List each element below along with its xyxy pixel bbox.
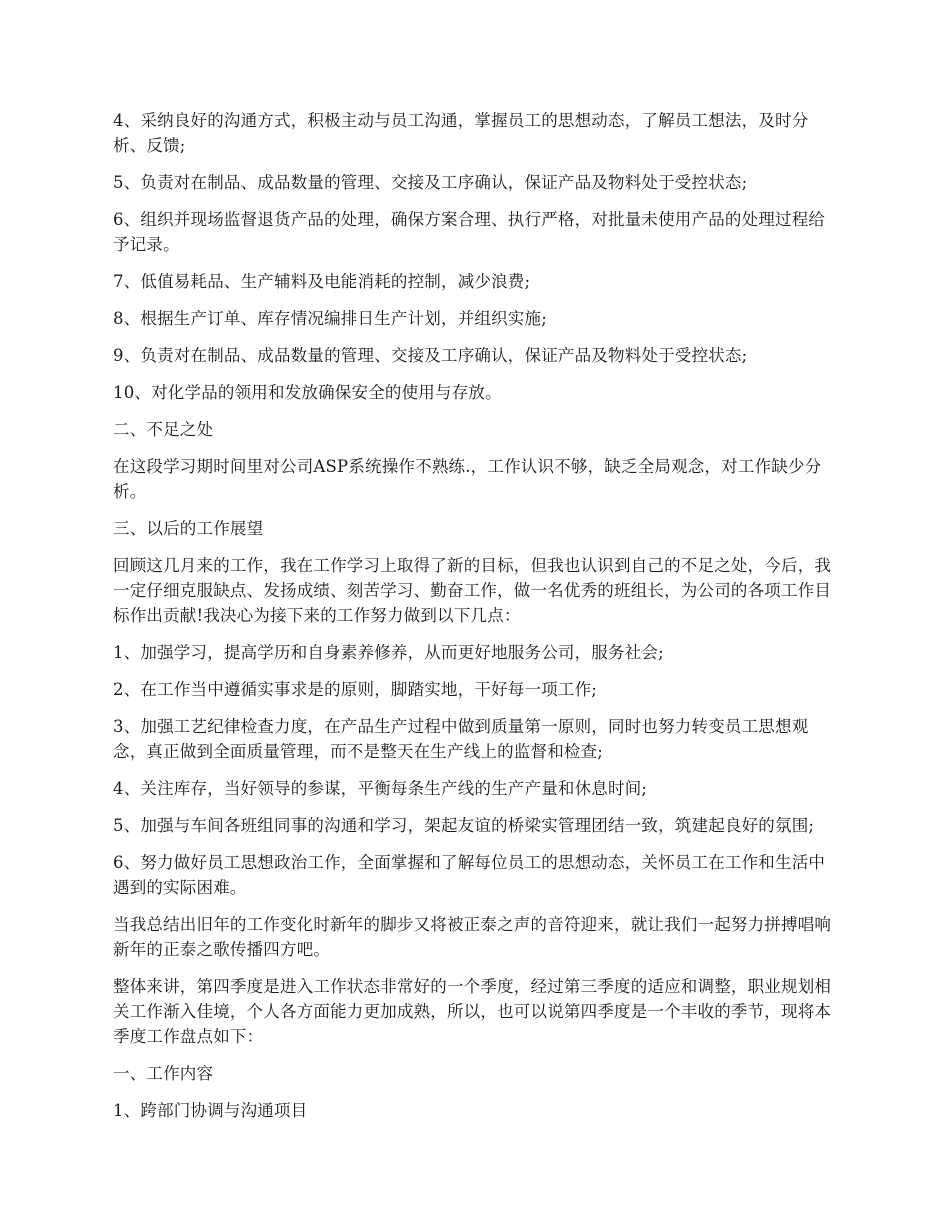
paragraph: 8、根据生产订单、库存情况编排日生产计划，并组织实施; (113, 309, 547, 328)
document-body (113, 108, 841, 1135)
section-heading: 二、不足之处 (113, 420, 214, 439)
paragraph: 6、组织并现场监督退货产品的处理，确保方案合理、执行严格，对批量未使用产品的处理过程给予记录。 (113, 210, 826, 254)
paragraph: 2、在工作当中遵循实事求是的原则，脚踏实地，干好每一项工作; (113, 680, 598, 699)
paragraph: 10、对化学品的领用和发放确保安全的使用与存放。 (113, 383, 502, 402)
paragraph: 9、负责对在制品、成品数量的管理、交接及工序确认，保证产品及物料处于受控状态; (113, 346, 748, 365)
paragraph: 3、加强工艺纪律检查力度，在产品生产过程中做到质量第一原则，同时也努力转变员工思想观念，真正做到全面质量管理，而不是整天在生产线上的监督和检查; (113, 717, 809, 761)
paragraph: 回顾这几月来的工作，我在工作学习上取得了新的目标，但我也认识到自己的不足之处，今后，我一定仔细克服缺点、发扬成绩、刻苦学习、勤奋工作，做一名优秀的班组长，为公司的各项工作目标作出贡献!我决心为接下来的工作努力做到以下几点： (113, 556, 832, 625)
paragraph: 4、关注库存，当好领导的参谋，平衡每条生产线的生产产量和休息时间; (113, 779, 648, 798)
paragraph: 当我总结出旧年的工作变化时新年的脚步又将被正泰之声的音符迎来，就让我们一起努力拼搏唱响新年的正泰之歌传播四方吧。 (113, 915, 832, 959)
paragraph: 1、加强学习，提高学历和自身素养修养，从而更好地服务公司，服务社会; (113, 643, 664, 662)
paragraph: 5、负责对在制品、成品数量的管理、交接及工序确认，保证产品及物料处于受控状态; (113, 173, 748, 192)
paragraph: 5、加强与车间各班组同事的沟通和学习，架起友谊的桥梁实管理团结一致，筑建起良好的氛围; (113, 816, 815, 835)
paragraph: 在这段学习期时间里对公司ASP系统操作不熟练.，工作认识不够，缺乏全局观念，对工作缺少分析。 (113, 457, 822, 501)
section-heading: 三、以后的工作展望 (113, 519, 264, 538)
paragraph: 4、采纳良好的沟通方式，积极主动与员工沟通，掌握员工的思想动态，了解员工想法，及时分析、反馈; (113, 111, 809, 155)
paragraph: 7、低值易耗品、生产辅料及电能消耗的控制，减少浪费; (113, 272, 531, 291)
section-heading: 一、工作内容 (113, 1064, 214, 1083)
paragraph: 整体来讲，第四季度是进入工作状态非常好的一个季度，经过第三季度的适应和调整，职业规划相关工作渐入佳境，个人各方面能力更加成熟，所以，也可以说第四季度是一个丰收的季节，现将本季度工作盘点如下： (113, 977, 832, 1046)
paragraph: 6、努力做好员工思想政治工作，全面掌握和了解每位员工的思想动态，关怀员工在工作和生活中遇到的实际困难。 (113, 853, 826, 897)
paragraph: 1、跨部门协调与沟通项目 (113, 1101, 308, 1120)
